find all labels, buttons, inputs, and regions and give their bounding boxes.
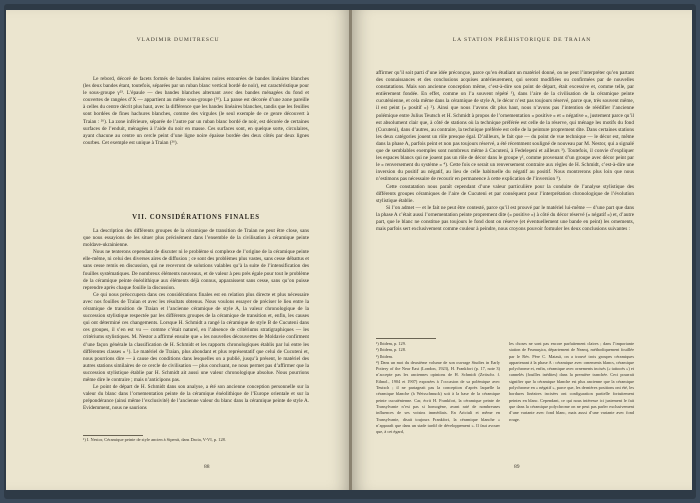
footnote-item: ²) Ibidem, p. 128. [376,347,406,353]
right-paragraph: affirmer qu’il soit parti d’une idée préconçue, parce qu’en étudiant un matériel donné, on ne peut l’interpréter qu’en partant des connaissances et des conclusions acquises antérieurement, qui seront modifiées ou confirmées par de nouvelles constatations. Mais son ancienne conception même, c’est-à-dire son point de départ, était excessive et, comme telle, par entièrement fondée. En effet, comme on l’a souvent répété ¹), dans l’aire de la civilisation de la céramique peinte cucuténienne, et cela même dans la céramique de style A, le décor n’est pas toujours réservé, parce que, très souvent même, il est peint (« positif ») ²). Ainsi que nous l’avons dit plus haut, nous n’avons pas l’intention de réédifier l’ancienne polémique entre Julius Teutsch et H. Schmidt à propos de l’ornementation « positive » et « négative », justement parce qu’il est absolument clair que, à côté de stations où la technique préférée est celle de la réserve, qui ménage les motifs du fond (Cucuteni), dans d’autres, au contraire, la technique préférée est celle de la peinture proprement dite. Dans certaines stations les deux catégories jouent un rôle presque égal. D’ailleurs, le fait que — du point de vue technique — le décor est, même dans la phase A, parfois peint et non pas toujours réservé, a été récemment souligné de nouveau par M. Nestor, qui a signalé que de semblables exemples sont nombreux même à Cucuteni, à Fedeleşeni et ailleurs ³). Toutefois, il convie d’expliquer les espaces blancs qui ne jouent pas un rôle de décor dans le groupe γ², comme provenant d’un groupe avec décor peint par le « renversement du système » ⁴). Cette fois ce serait un renversement contraire aux règles de H. Schmidt, c’est-à-dire une inversion du positif au négatif, au lieu de celle habituelle du négatif au positif. Nous montrerons plus loin que nous n’estimons pas nécessaire de recourir en permanence à cette explication de l’inversion ⁵). [376,70,634,183]
right-footnotes-right-column [509,341,634,423]
left-footnote-rule [83,435,143,436]
left-paragraph: Nous ne tenterons cependant de discuter ni le problème si complexe de l’origine de la céramique peinte elle-même, ni celui des diverses aires de diffusion ; ce sont des problèmes plus vastes, sans cesse débattus et sans cesse remis en discussion, qui ne recevront de solutions valables qu’à la suite de l’intensification des fouilles systématiques. De nombreux éléments nouveaux, et de valeur à peu près égale pour tout le problème de la céramique peinte énéolithique aux éléments déjà connus, apparaissent sans cesse, sans qu’on puisse reprendre après chaque fouille la discussion. [83,249,309,291]
footnote-item: ⁴) Dans un mot du deuxième volume de son ouvrage Studies in Early Pottery of the Near East (London, 1923), H. Frankfort (p. 17, note 3) n’accepte pas les anciennes opinions de H. Schmidt (Zeitschr. f. Ethnol., 1904 et 1907) exposées à l’occasion de sa polémique avec Teutsch ; il ne partageait pas la conception d’après laquelle la céramique blanche (à Weisschmuck) soit à la base de la céramique peinte cucuténienne. Car, écrit H. Frankfort, la céramique peinte de Transylvanie n’est pas si homogène, avant raté de nombreuses influences de ses voisins immédiats. En Ariciuli et même en Transylvanie, disait toujours Frankfort, la céramique blanche « n’apparaît que dans un stade tardif de développement ». Il faut avouer que, à cet égard, [376,359,500,435]
left-page-number: 88 [204,464,210,470]
right-footnotes-left-column [376,341,500,435]
right-running-head: LA STATION PRÉHISTORIQUE DE TRAIAN [452,37,592,43]
right-paragraph: Cette constatation nous paraît cependant d’une valeur particulière pour la conduite de l’analyse stylistique des différents groupes céramiques de l’aire de Cucuteni et par conséquent pour l’interprétation chronologique de l’évolution stylistique établie. [376,183,634,204]
section-title: VII. CONSIDÉRATIONS FINALES [132,214,260,221]
left-running-head: VLADIMIR DUMITRESCU [136,37,220,43]
footnote-item: ³) Ibidem. [376,353,394,359]
left-paragraph: Ce qui nous préoccupera dans ces considérations finales est en relation plus directe et plus nécessaire avec nos fouilles de Traian et avec les résultats obtenus. Nous voulons essayer de préciser le lieu entre la céramique de transition de Traian et l’ancienne céramique de style A, la valeur chronologique de la succession stylistique respectée par les différents groupes de la céramique de transition et, enfin, les causes qui ont déterminé ces changements. Lorsque H. Schmidt a rangé la céramique de style B de Cucuteni dans ces groupes, il s’en est vu — comme c’était naturel, en l’absence de critériums stratigraphiques — les critériums stylistiques. M. Nestor a affirmé ensuite que « les nouvelles découvertes de Moldavie confirment d’une façon générale la classification de H. Schmidt et les rapports chronologiques établis par lui entre les différentes classes » ¹). Le matériel de Traian, plus abondant et plus représentatif que celui de Cucuteni et, nous pourrions dire — à cause des conditions dans lesquelles on a publié, jusqu’à présent, le matériel des autres stations similaires de ce cercle de civilisation — plus concluant, ne nous permet pas d’affirmer que la succession stylistique établie par H. Schmidt ait aussi une valeur chronologique absolue. Nous pourrions même dire le contraire ; mais n’anticipons pas. [83,291,309,383]
left-paragraph: La description des différents groupes de la céramique de transition de Traian ne peut être close, sans que nous essayions de les situer plus précisément dans l’ensemble de la civilisation à céramique peinte moldave-ukrainienne. [83,228,309,249]
book-spread [4,4,696,499]
left-body-text [83,228,309,412]
left-intro-text [83,76,309,147]
left-paragraph: Le point de départ de H. Schmidt dans son analyse, a été son ancienne conception personnelle sur la valeur du blanc dans l’ornementation peinte de la céramique énéolithique de l’Europe orientale et sur la prépondérance (ainsi même l’exclusivité) de l’ancienne valeur du blanc dans la céramique peinte de style A. Evidemment, nous ne saurions [83,384,309,412]
right-body-text [376,70,634,233]
right-page [352,10,692,490]
footnote-item: ¹) Ibidem, p. 129. [376,341,406,346]
right-paragraph: Si l’on admet — et le fait ne peut être contesté, parce qu’il est prouvé par le matériel lui-même — d’une part que dans la phase A c’était aussi l’ornementation peinte proprement dite (« positive ») à côté du décor réservé (« négatif ») et, d’autre part, que le blanc ne constitue pas toujours le fond dont on réserve (et éventuellement une bande en peint) les ornements, mais parfois sert exclusivement comme couleur à peindre, nous croyons pouvoir formuler les deux conclusions suivantes : [376,204,634,233]
left-footnote: ¹) I. Nestor, Céramique peinte de style ancien à Sipenit, dans Dacia, V-VI, p. 128. [83,437,226,442]
right-page-number: 89 [514,464,520,470]
left-page [6,10,350,490]
right-footnote-rule [376,338,436,339]
footnote-item: les choses ne sont pas encore parfaitement claires ; dans l’importante station de Frumuşica, département de Neamţ, méthodiquement fouillée par le Rév. Père C. Matasă, on a trouvé trois groupes céramiques appartenant à la phase A : céramique avec ornements blancs, céramique polychrome et, enfin, céramique avec ornements incisés (« tattooés ») et cannelés (fouilles inédites) dans la première tranchée. Ceci pourrait signifier que la céramique blanche est plus ancienne que la céramique polychrome en « négatif », parce que, les dernières positions ont été, les bordures linéaires incisées ont configuration partielle fortuitement peintes en blanc. Cependant, ce qui nous intéresse ici justement le fait que dans la céramique polychrome on ne peut pas parler exclusivement d’une variante avec fond blanc, mais aussi d’une variante avec fond rouge. [509,341,634,422]
left-intro-paragraph: Le rebord, décoré de facets formés de bandes linéaires noires entourées de bandes linéaires blanches (les deux bandes étant, toutefois, séparées par un ruban blanc vertical bordé de noir), est caractéristique pour le sous-groupe γ²³. L’épaule — des bandes blanches alternant avec des bandes ménagées du fond et couvertes de rangées d’X — appartient au même sous-groupe (²⁶). La panse est décorée d’une zone pareille à celles du centre décrit plus haut, avec la différence que les bandes linéaires blanches, tandis que les feuilles sont bordées de fines hachures blanches, comme des virgules (le seul exemple de ce genre découvert à Traian : ²⁶). La zone inférieure, séparée de l’autre par un ruban blanc bordé de noir, est décorée de certaines surfaces de l’enduit, ménagées à l’aide du noir en masse. Ces surfaces sont, en quelque sorte, circulaires, ayant chacune au centre un cercle peint d’une ligne noire épaisse bordée des deux côtés par deux lignes courbes. Cet exemple est unique à Traian (²⁶). [83,76,309,146]
